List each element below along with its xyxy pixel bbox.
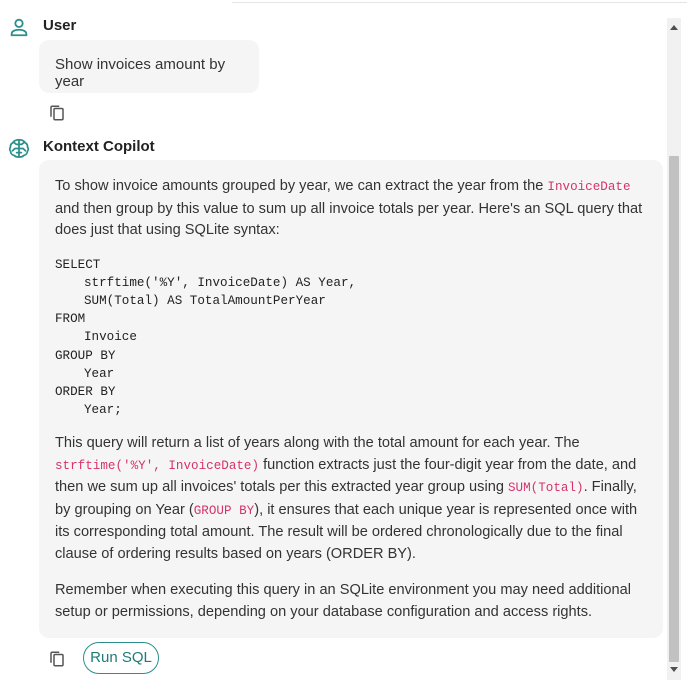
- scroll-up-arrow-icon[interactable]: [667, 19, 681, 35]
- assistant-intro-paragraph: [55, 176, 647, 242]
- code-line: Invoice: [84, 330, 137, 345]
- code-line: SELECT: [55, 257, 101, 272]
- explanation-text-4: ), it ensures that each unique year is represented once with its corresponding total amount. The result will be ordered chronologically due to the final clause of ordering results based on years (ORDER BY).: [55, 501, 638, 562]
- code-line: FROM: [55, 312, 86, 327]
- top-divider: [232, 0, 687, 3]
- inline-code: InvoiceDate: [547, 180, 631, 194]
- code-line: Year;: [84, 403, 122, 418]
- assistant-sender-name: Kontext Copilot: [43, 138, 155, 155]
- scrollbar[interactable]: [667, 18, 681, 680]
- user-avatar-icon: [8, 16, 30, 38]
- code-line: strftime('%Y', InvoiceDate) AS Year,: [84, 275, 357, 290]
- scroll-down-arrow-icon[interactable]: [667, 662, 681, 678]
- assistant-explanation-paragraph: [55, 433, 647, 565]
- inline-code: GROUP BY: [193, 503, 255, 518]
- explanation-text-1: This query will return a list of years along with the total amount for each year. The: [55, 435, 580, 452]
- copy-icon[interactable]: [48, 104, 66, 122]
- intro-text-2: and then group by this value to sum up all invoice totals per year. Here's an SQL query that does just that using SQLite syntax:: [55, 200, 643, 238]
- code-line: SUM(Total) AS TotalAmountPerYear: [84, 293, 326, 308]
- scrollbar-thumb[interactable]: [669, 156, 679, 662]
- inline-code: SUM(Total): [508, 481, 584, 496]
- copy-icon[interactable]: [48, 650, 66, 668]
- user-message-bubble: [39, 40, 259, 93]
- inline-code: strftime('%Y', InvoiceDate): [55, 458, 260, 473]
- user-sender-name: User: [43, 17, 77, 34]
- run-sql-button[interactable]: Run SQL: [83, 642, 159, 674]
- explanation-text-2: function extracts just the four-digit year from the date, and then we sum up all invoices' totals per this extracted year group using: [55, 456, 637, 496]
- code-line: ORDER BY: [55, 384, 116, 399]
- code-line: GROUP BY: [55, 348, 116, 363]
- code-line: Year: [84, 366, 115, 381]
- user-message-text: Show invoices amount by year: [55, 56, 226, 90]
- sql-code-block: [55, 256, 647, 420]
- explanation-text-3: . Finally, by grouping on Year (: [55, 479, 637, 518]
- brain-icon: [8, 137, 30, 159]
- assistant-message-bubble: [39, 160, 663, 638]
- assistant-note-paragraph: Remember when executing this query in an SQLite environment you may need additional setup or permissions, depending on your database configuration and access rights.: [55, 582, 631, 620]
- intro-text-1: To show invoice amounts grouped by year, we can extract the year from the: [55, 178, 548, 194]
